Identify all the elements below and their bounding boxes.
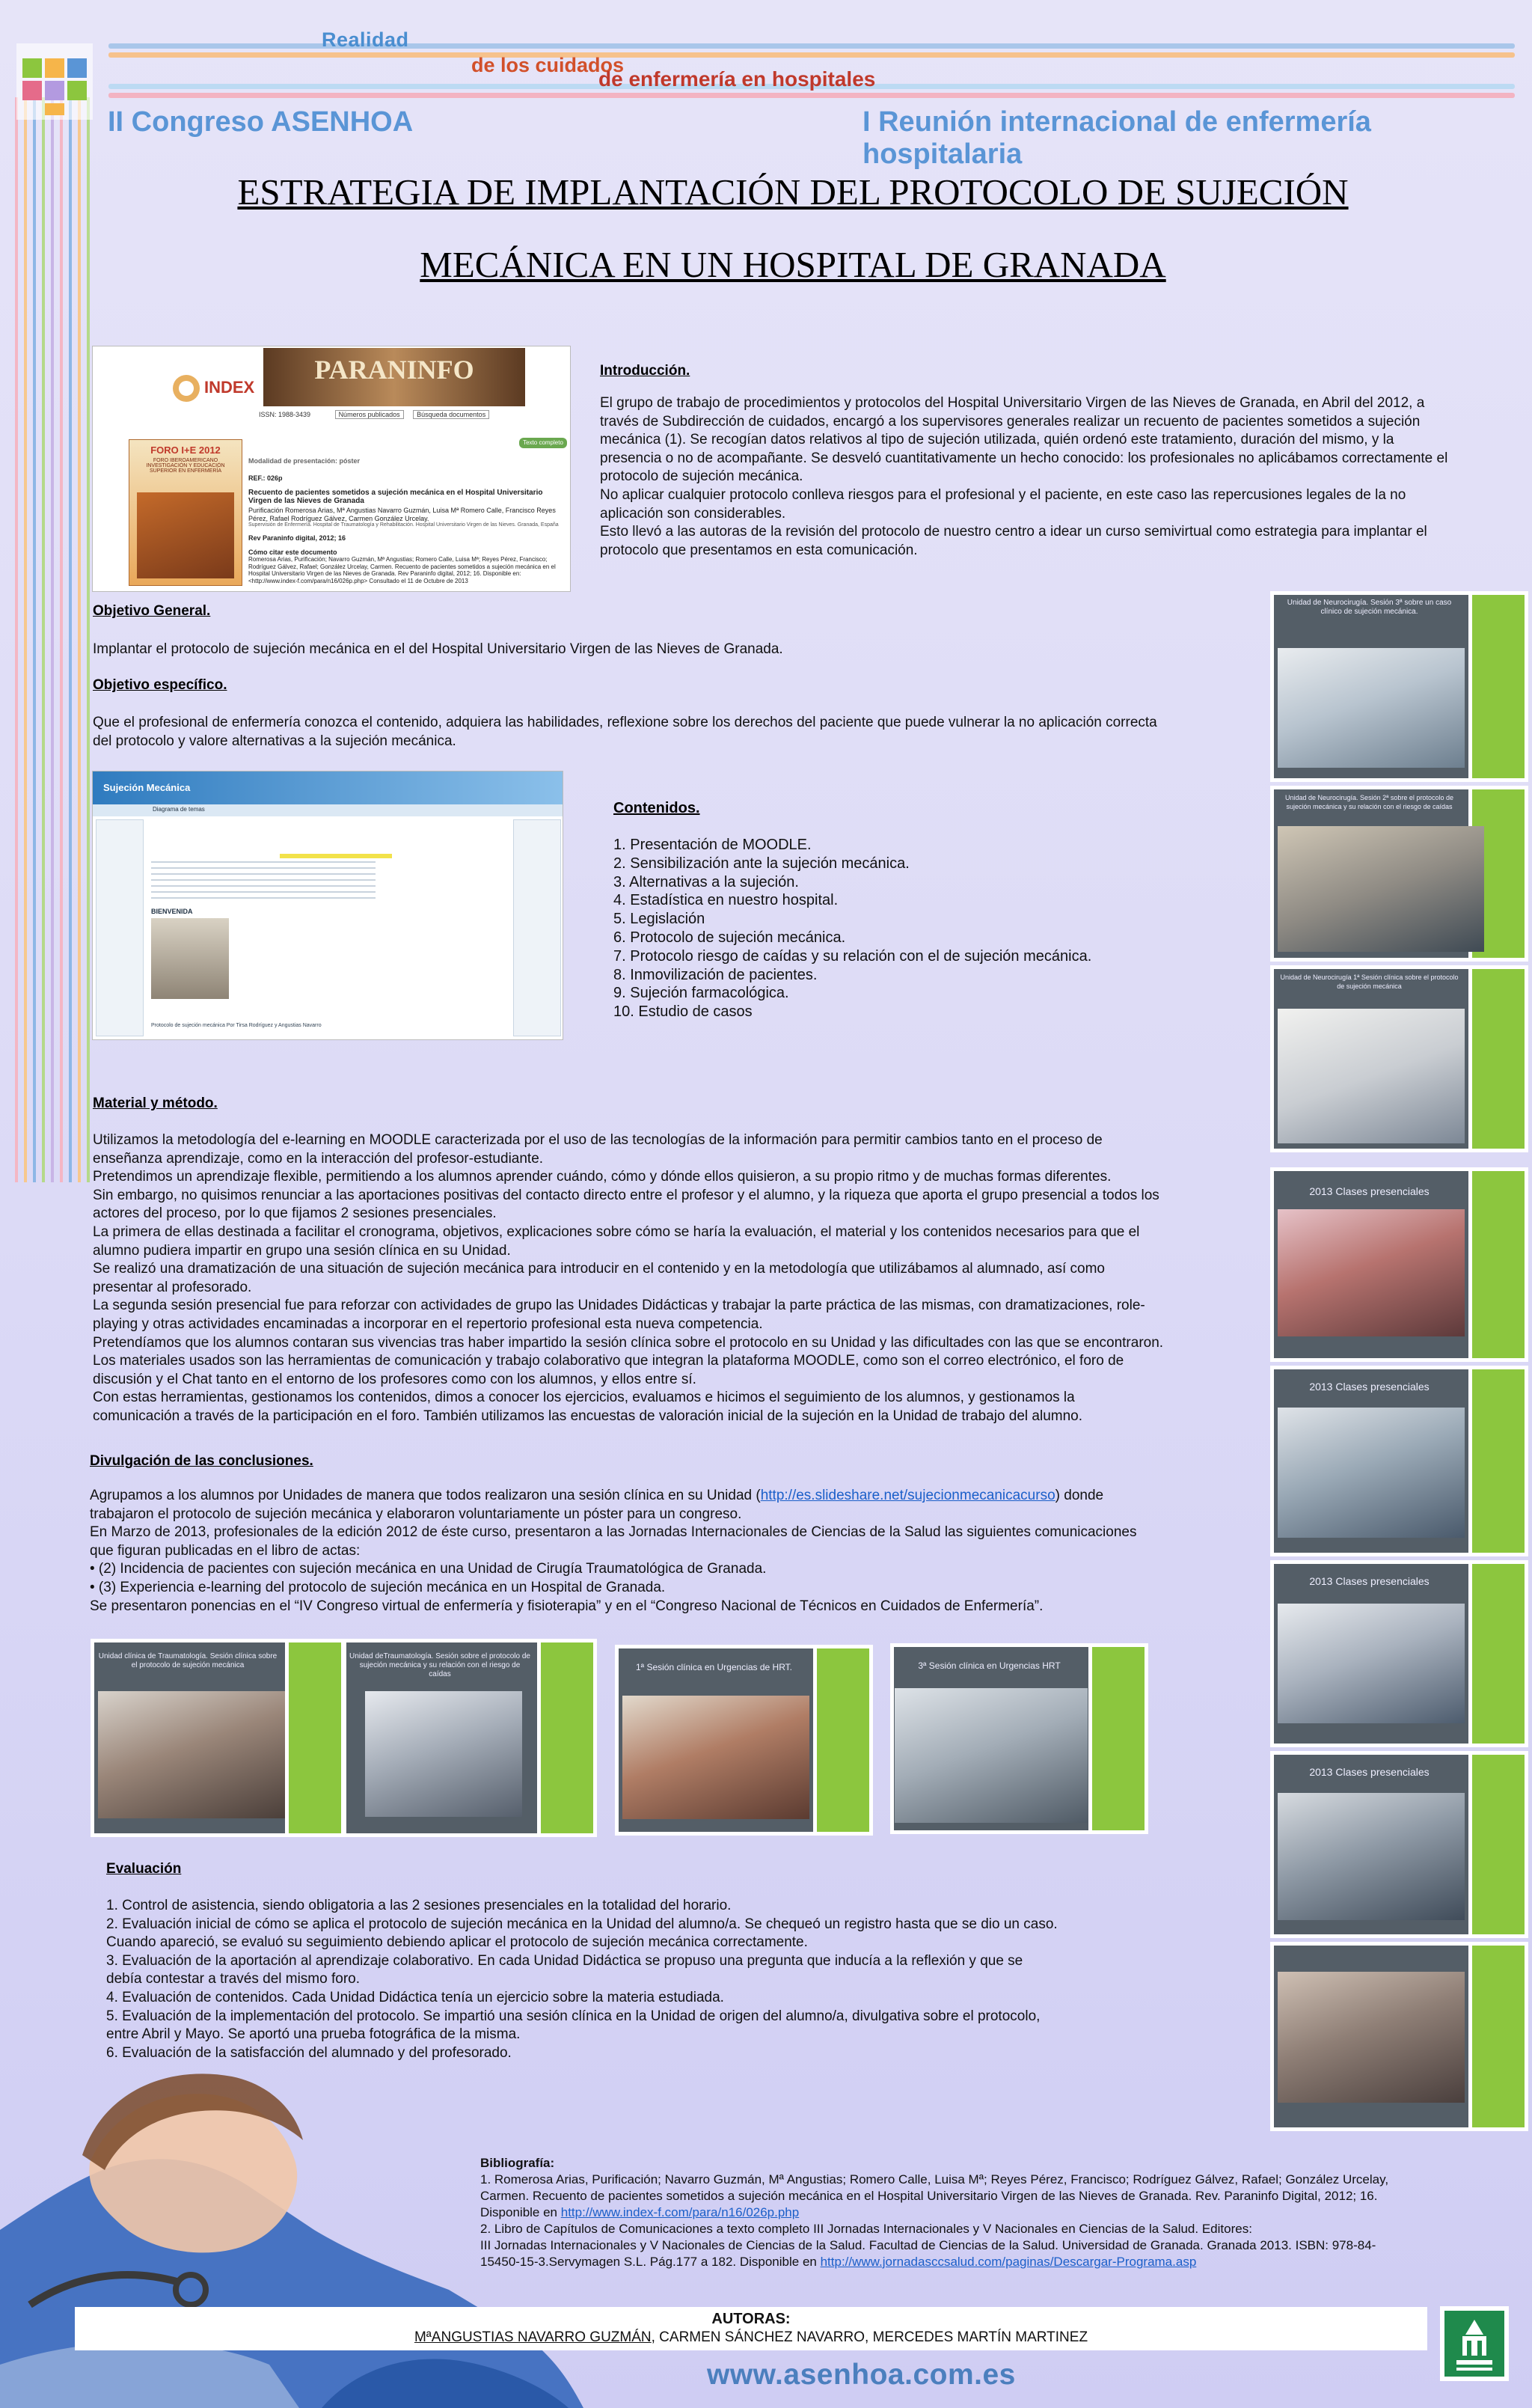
foro-title: FORO I+E 2012 [150,444,221,456]
material-heading: Material y método. [93,1095,218,1111]
divulgacion-text [90,1487,1287,1616]
bibliografia-line-6 [480,2254,1498,2270]
poster-title-line-2: MECÁNICA EN UN HOSPITAL DE GRANADA [420,244,1166,285]
texto-completo-button[interactable] [519,438,567,448]
nav-numeros[interactable]: Números publicados [335,410,404,419]
side-card [1270,965,1528,1152]
side-card [1270,1167,1528,1362]
material-line: Sin embargo, no quisimos renunciar a las aportaciones positivas del contacto directo entre el profesor y el alumno, y la riqueza que aporta el grupo presencial a todos los [93,1187,1159,1203]
decorative-vertical-lines [13,97,96,1182]
header-bar-4 [108,93,1515,98]
side-card [1270,1366,1528,1556]
issn-label: ISSN: 1988-3439 [259,411,311,418]
intro-line: protocolo de sujeción mecánica. [600,468,803,485]
header-bar-1 [108,43,1515,49]
side-card-photo [1278,1209,1465,1336]
divulgacion-line-1 [90,1487,1287,1506]
bottom-card-photo [365,1691,522,1817]
objetivo-general-heading: Objetivo General. [93,603,211,619]
objetivo-especifico-line: del protocolo y valore alternativas a la sujeción mecánica. [93,733,456,749]
banner-realidad: Realidad [322,28,409,51]
material-line: alumno pudiera impartir en grupo una sesión clínica en su Unidad. [93,1242,511,1259]
evaluacion-line: 2. Evaluación inicial de cómo se aplica el protocolo de sujeción mecánica en la Unidad del alumno/a. Se chequeó un registro hasta que se dio un caso. [106,1916,1058,1932]
side-card-photo [1278,648,1465,768]
autoras-resto: , CARMEN SÁNCHEZ NAVARRO, MERCEDES MARTÍN MARTINEZ [651,2329,1088,2345]
side-card-caption: Unidad de Neurocirugía 1ª Sesión clínica sobre el protocolo de sujeción mecánica [1280,974,1459,990]
contenidos-list [613,836,1182,1021]
side-card [1270,1560,1528,1747]
evaluacion-line: 4. Evaluación de contenidos. Cada Unidad Didáctica tenía un ejercicio sobre la materia estudiada. [106,1989,724,2005]
intro-heading: Introducción. [600,363,690,379]
jornadas-link[interactable]: http://www.jornadasccsalud.com/paginas/Descargar-Programa.asp [820,2255,1197,2269]
divulgacion-line: En Marzo de 2013, profesionales de la edición 2012 de éste curso, presentaron a las Jornadas Internacionales de Ciencias de la Salud las siguientes comunicaciones [90,1524,1137,1541]
bibliografia-line-3 [480,2204,1498,2221]
contenidos-item: 8. Inmovilización de pacientes. [613,966,818,983]
intro-line: través de Subdirección de cuidados, encargó a los supervisores generales realizar un recuento de pacientes sometidos a sujeción [600,413,1421,430]
objetivo-general-text: Implantar el protocolo de sujeción mecánica en el del Hospital Universitario Virgen de las Nieves de Granada. [93,641,783,657]
bottom-card-urgencias-1 [615,1645,873,1836]
intro-line: mecánica (1). Se recogían datos relativos al tipo de sujeción utilizada, quién ordenó este tratamiento, duración del mismo, y la [600,432,1394,448]
evaluacion-line: 5. Evaluación de la implementación del protocolo. Se impartió una sesión clínica en la Unidad de origen del alumno/a, divulgativa sobre el protocolo, [106,2008,1041,2024]
material-line: La primera de ellas destinada a facilitar el cronograma, objetivos, explicaciones sobre cómo se haría la evaluación, el material y los contenidos necesarios para que el [93,1223,1140,1240]
intro-line: El grupo de trabajo de procedimientos y protocolos del Hospital Universitario Virgen de las Nieves de Granada, en Abril del 2012, a [600,395,1425,411]
modalidad: Modalidad de presentación: póster [248,457,361,465]
paraninfo-nav [259,411,571,418]
moodle-menu-label[interactable]: Diagrama de temas [153,806,205,813]
contenidos-item: 6. Protocolo de sujeción mecánica. [613,929,846,946]
side-card [1270,591,1528,782]
autoras-box [75,2307,1427,2350]
intro-line: aplicación son considerables. [600,505,786,522]
side-card-photo [1278,1408,1465,1538]
divulgacion-heading: Divulgación de las conclusiones. [90,1453,313,1469]
divulgacion-line: • (2) Incidencia de pacientes con sujeción mecánica en una Unidad de Cirugía Traumatológica de Granada. [90,1561,767,1577]
moodle-highlight [280,854,392,858]
moodle-screenshot [92,771,563,1040]
texto-completo-label: Texto completo [523,439,563,446]
objetivo-especifico-heading: Objetivo específico. [93,677,227,693]
bottom-card-caption: 1ª Sesión clínica en Urgencias de HRT. [636,1662,792,1672]
side-photo-cards [1270,591,1528,2131]
moodle-bienvenida: BIENVENIDA [151,908,193,915]
banner-hospitales: de enfermería en hospitales [598,67,876,91]
bottom-card-photo [98,1691,285,1818]
bibliografia [480,2155,1498,2270]
material-line: Pretendíamos que los alumnos contaran sus vivencias tras haber impartido la sesión clínica sobre el protocolo en su Unidad y las dificultades con las que se encontraron. [93,1334,1164,1351]
evaluacion-heading: Evaluación [106,1861,182,1877]
divulgacion-post: ) donde [1055,1488,1104,1503]
material-line: enseñanza aprendizaje, como en la interacción del profesor-estudiante. [93,1150,544,1167]
evaluacion-line: 3. Evaluación de la aportación al aprendizaje colaborativo. En cada Unidad Didáctica se propuso una pregunta que inducía a la reflexión y que se [106,1952,1023,1969]
bottom-card-caption: 3ª Sesión clínica en Urgencias HRT [918,1660,1061,1671]
contenidos-item: 3. Alternativas a la sujeción. [613,873,799,890]
foro-image [137,492,234,578]
ref: REF.: 026p [248,474,283,482]
material-line: presentar al profesorado. [93,1279,252,1295]
paraninfo-banner-text: PARANINFO [314,355,474,385]
intro-line: protocolo que presentamos en esta comunicación. [600,542,918,558]
side-card-caption: Unidad de Neurocirugía. Sesión 3ª sobre un caso clínico de sujeción mecánica. [1287,599,1452,616]
bottom-card-traumatologia-2 [343,1639,597,1837]
evaluacion-line: debía contestar a través del mismo foro. [106,1971,360,1987]
reunion-title: I Reunión internacional de enfermería hospitalaria [862,106,1371,170]
header-bar-2 [108,52,1515,58]
divulgacion-line: • (3) Experiencia e-learning del protocolo de sujeción mecánica en un Hospital de Granada. [90,1579,666,1595]
article-authors: Purificación Romerosa Arias, Mª Angustias Navarro Guzmán, Luisa Mª Romero Calle, Francisco Reyes Pérez, Rafael Rodríguez Gálvez, Carmen González Urcelay. [248,507,556,522]
material-line: Se realizó una dramatización de una situación de sujeción mecánica para introducir en el contenido y en la metodología que utilizábamos al alumnado, así como [93,1261,1105,1277]
contenidos-item: 7. Protocolo riesgo de caídas y su relación con el de sujeción mecánica. [613,947,1092,965]
material-line: Los materiales usados son las herramientas de comunicación y trabajo colaborativo que integran la plataforma MOODLE, como son el correo electrónico, el foro de [93,1353,1124,1369]
side-card [1270,1751,1528,1938]
contenidos-item: 5. Legislación [613,911,705,928]
article-assoc: Supervisión de Enfermería. Hospital de Traumatología y Rehabilitación. Hospital Universitario Virgen de las Nieves. Granada, España [248,522,559,528]
moodle-menu-bar [93,804,563,816]
moodle-statue-image [151,918,229,999]
divulgacion-line: trabajaron el protocolo de sujeción mecánica y elaboraron voluntariamente un póster para un congreso. [90,1506,742,1522]
side-card-caption: Unidad de Neurocirugía. Sesión 2ª sobre el protocolo de sujeción mecánica y su relación con el riesgo de caídas [1285,794,1453,810]
material-line: La segunda sesión presencial fue para reforzar con actividades de grupo las Unidades Didácticas y trabajar la parte práctica de las mismas, con dramatizaciones, role- [93,1298,1145,1314]
bottom-card-urgencias-3 [890,1643,1148,1834]
side-card-caption: 2013 Clases presenciales [1309,1766,1430,1778]
bottom-card-photo [895,1688,1088,1823]
material-line: comunicación a través de la participación en el foro. También utilizamos las encuestas de valoración inicial de la sujeción en la Unidad de trabajo del alumno. [93,1408,1083,1424]
bibliografia-heading: Bibliografía: [480,2156,555,2170]
congreso-title: II Congreso ASENHOA [108,106,414,138]
intro-line: No aplicar cualquier protocolo conlleva riesgos para el profesional y el paciente, en este caso las repercusiones legales de la no [600,486,1406,503]
divulgacion-line: que figuran publicadas en el libro de actas: [90,1542,361,1559]
paraninfo-screenshot [92,346,571,592]
moodle-footer: Protocolo de sujeción mecánica Por Tirsa Rodríguez y Angustias Navarro [151,1023,322,1028]
moodle-brand: Sujeción Mecánica [103,782,191,793]
autoras-names [75,2329,1427,2346]
contenidos-item: 1. Presentación de MOODLE. [613,837,812,853]
moodle-right-sidebar [513,819,561,1036]
foro-book-cover [129,439,242,586]
poster-title-line-1: ESTRATEGIA DE IMPLANTACIÓN DEL PROTOCOLO DE SUJECIÓN [237,171,1349,213]
side-card-caption: 2013 Clases presenciales [1309,1381,1430,1393]
journal: Rev Paraninfo digital, 2012; 16 [248,534,346,542]
bottom-card-traumatologia-1 [91,1639,345,1837]
bottom-card-photo [622,1696,809,1819]
material-line: playing y otras actividades encaminadas a incorporar en el repertorio profesional esta nueva competencia. [93,1315,763,1332]
bibliografia-line: III Jornadas Internacionales y V Nacionales de Ciencias de la Salud. Facultad de Ciencias de la Salud. Universidad de Granada. Granada 2013. ISBN: 978-84- [480,2238,1376,2252]
objetivo-especifico-line: Que el profesional de enfermería conozca el contenido, adquiera las habilidades, reflexione sobre los derechos del paciente que puede vulnerar la no aplicación correcta [93,715,1157,730]
nav-busqueda[interactable]: Búsqueda documentos [413,410,489,419]
bibliografia-line: 1. Romerosa Arias, Purificación; Navarro Guzmán, Mª Angustias; Romero Calle, Luisa Mª; Reyes Pérez, Francisco; Rodríguez Gálvez, Rafael; González Urcelay, [480,2172,1389,2187]
bibliografia-pre: 15450-15-3.Servymagen S.L. Pág.177 a 182. Disponible en [480,2255,821,2269]
paraninfo-banner [263,348,525,406]
side-card-photo [1278,1972,1465,2103]
contenidos-item: 10. Estudio de casos [613,1003,753,1021]
index-logo-text: INDEX [204,378,255,397]
foro-subtitle: FORO IBEROAMERICANO INVESTIGACIÓN Y EDUCACIÓN SUPERIOR EN ENFERMERÍA [146,458,225,474]
side-card-caption: 2013 Clases presenciales [1309,1185,1430,1197]
banner-cuidados: de los cuidados [471,54,625,76]
side-card-photo [1278,1793,1465,1920]
slideshare-link[interactable]: http://es.slideshare.net/sujecionmecanicacurso [760,1488,1055,1503]
moodle-left-sidebar [96,819,144,1036]
intro-text [600,394,1468,560]
bibliografia-line: Carmen. Recuento de pacientes sometidos a sujeción mecánica en el Hospital Universitario Virgen de las Nieves de Granada. Rev. Paraninfo Digital, 2012; 16. [480,2189,1378,2203]
side-card-caption: 2013 Clases presenciales [1309,1575,1430,1587]
side-card [1270,1942,1528,2131]
bottom-card-caption: Unidad deTraumatología. Sesión sobre el protocolo de sujeción mecánica y su relación con el riesgo de caídas [349,1652,530,1678]
evaluacion-line: 6. Evaluación de la satisfacción del alumnado y del profesorado. [106,2044,512,2061]
autora-principal: MªANGUSTIAS NAVARRO GUZMÁN [414,2329,652,2345]
evaluacion-line: Cuando apareció, se evaluó su seguimiento debiendo aplicar el protocolo de sujeción mecánica correctamente. [106,1934,808,1951]
asenhoa-logo [16,43,93,120]
intro-line: presencia o no de acompañante. Se desveló cuantitativamente un hecho conocido: los profesionales no aplicábamos correctamente el [600,450,1448,466]
side-card-photo [1278,1009,1465,1143]
side-card-photo [1278,1604,1465,1723]
article-title: Recuento de pacientes sometidos a sujeción mecánica en el Hospital Universitario Virgen de las Nieves de Granada [248,489,543,505]
contenidos-item: 9. Sujeción farmacológica. [613,985,789,1002]
autoras-heading: AUTORAS: [711,2311,791,2327]
material-line: Con estas herramientas, gestionamos los contenidos, dimos a conocer los ejercicios, evaluamos e hicimos el seguimiento de los alumnos, y gestionamos la [93,1390,1075,1406]
index-logo [171,372,254,409]
website[interactable]: www.asenhoa.com.es [707,2359,1016,2391]
objetivo-especifico-text [93,714,1260,751]
bibliografia-pre: Disponible en [480,2205,561,2219]
bibliografia-line: 2. Libro de Capítulos de Comunicaciones a texto completo III Jornadas Internacionales y V Nacionales en Ciencias de la Salud. Editores: [480,2222,1252,2236]
evaluacion-line: 1. Control de asistencia, siendo obligatoria a las 2 sesiones presenciales en la totalidad del horario. [106,1898,732,1913]
moodle-header [93,771,563,804]
intro-line: Esto llevó a las autoras de la revisión del protocolo de nuestro centro a idear un curso semivirtual como estrategia para implantar el [600,524,1427,540]
evaluacion-line: entre Abril y Mayo. Se aportó una prueba fotográfica de la misma. [106,2026,521,2043]
material-line: actores del proceso, por lo que fijamos 2 sesiones presenciales. [93,1205,497,1222]
material-text [93,1131,1267,1426]
material-line: Pretendimos un aprendizaje flexible, permitiendo a los alumnos aprender cuándo, cómo y dónde ellos quisieron, a su propio ritmo y de muchas formas diferentes. [93,1169,1112,1185]
index-f-link[interactable]: http://www.index-f.com/para/n16/026p.php [560,2205,800,2219]
contenidos-heading: Contenidos. [613,800,700,816]
cite-heading: Cómo citar este documento [248,548,337,556]
contenidos-item: 4. Estadística en nuestro hospital. [613,892,839,909]
material-line: discusión y el Chat tanto en el entorno de los profesores como con los alumnos, y ellos entre sí. [93,1371,696,1387]
material-line: Utilizamos la metodología del e-learning en MOODLE caracterizada por el uso de las tecnologías de la información para permitir cambios tanto en el proceso de [93,1132,1103,1148]
side-card [1270,786,1528,962]
paraninfo-article [248,457,563,584]
evaluacion-text [106,1897,1258,2062]
bottom-card-caption: Unidad clínica de Traumatología. Sesión clínica sobre el protocolo de sujeción mecánica [98,1652,278,1669]
junta-andalucia-logo [1440,2306,1509,2381]
contenidos-item: 2. Sensibilización ante la sujeción mecánica. [613,855,910,872]
side-card-photo [1278,826,1484,952]
moodle-content-lines [151,861,376,903]
divulgacion-pre: Agrupamos a los alumnos por Unidades de manera que todos realizaron una sesión clínica en su Unidad ( [90,1488,761,1503]
cite-text: Romerosa Arias, Purificación; Navarro Guzmán, Mª Angustias; Romero Calle, Luisa Mª; Reyes Pérez, Francisco; Rodríguez Gálvez, Rafael; González Urcelay, Carmen. Recuento de pacientes sometidos a sujeción mecánica en el Hospital Universitario Virgen de las Nieves de Granada. Rev Paraninfo digital, 2012; 16. Disponible en: <http://www.index-f.com/para/n16/026p.php> Consultado el 11 de Octubre de 2013 [248,556,556,584]
divulgacion-line: Se presentaron ponencias en el “IV Congreso virtual de enfermería y fisioterapia” y en el “Congreso Nacional de Técnicos en Cuidados de Enfermería”. [90,1598,1044,1614]
